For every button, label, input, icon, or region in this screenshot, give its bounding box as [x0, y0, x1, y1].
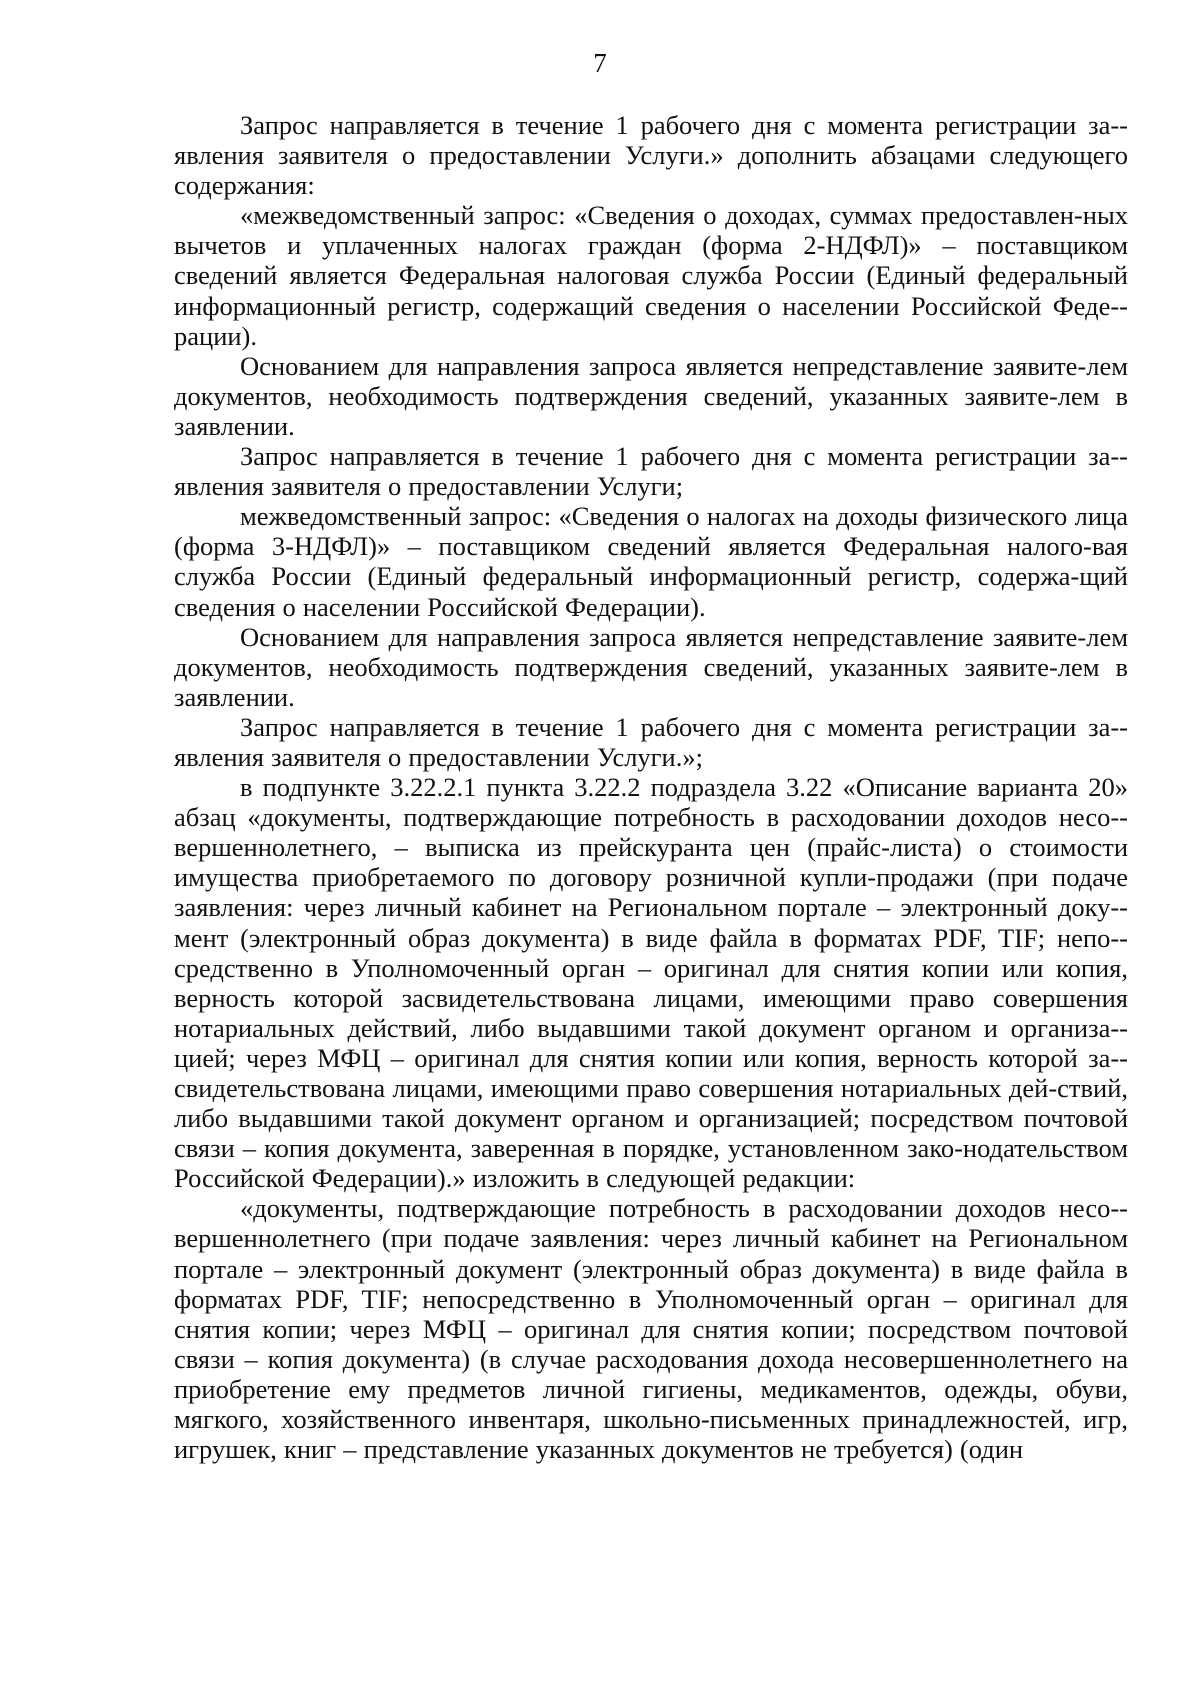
paragraph-request-basis-1: Основанием для направления запроса является непредставление заявите-лем документов, необходимость подтверждения сведений, указанных заявите-лем в заявлении. — [174, 350, 1128, 441]
page-number: 7 — [593, 48, 607, 78]
paragraph-interagency-request-2ndfl: «межведомственный запрос: «Сведения о доходах, суммах предоставлен-ных вычетов и уплаченных налогах граждан (форма 2-НДФЛ)» – поставщиком сведений является Федеральная налоговая служба России (Единый федеральный информационный регистр, содержащий сведения о населении Российской Феде-рации). — [174, 200, 1128, 351]
document-body — [174, 110, 1128, 1464]
paragraph-subclause-amendment: в подпункте 3.22.2.1 пункта 3.22.2 подраздела 3.22 «Описание варианта 20» абзац «документы, подтверждающие потребность в расходовании доходов несо-вершеннолетнего, – выписка из прейскуранта цен (прайс-листа) о стоимости имущества приобретаемого по договору розничной купли-продажи (при подаче заявления: через личный кабинет на Региональном портале – электронный доку-мент (электронный образ документа) в виде файла в форматах PDF, TIF; непо-средственно в Уполномоченный орган – оригинал для снятия копии или копия, верность которой засвидетельствована лицами, имеющими право совершения нотариальных действий, либо выдавшими такой документ органом и организа-цией; через МФЦ – оригинал для снятия копии или копия, верность которой за-свидетельствована лицами, имеющими право совершения нотариальных дей-ствий, либо выдавшими такой документ органом и организацией; посредством почтовой связи – копия документа, заверенная в порядке, установленном зако-нодательством Российской Федерации).» изложить в следующей редакции: — [174, 772, 1128, 1194]
paragraph-request-basis-2: Основанием для направления запроса является непредставление заявите-лем документов, необходимость подтверждения сведений, указанных заявите-лем в заявлении. — [174, 621, 1128, 712]
paragraph-new-wording: «документы, подтверждающие потребность в расходовании доходов несо-вершеннолетнего (при подаче заявления: через личный кабинет на Региональном портале – электронный документ (электронный образ документа) в виде файла в форматах PDF, TIF; непосредственно в Уполномоченный орган – оригинал для снятия копии; через МФЦ – оригинал для снятия копии; посредством почтовой связи – копия документа) (в случае расходования дохода несовершеннолетнего на приобретение ему предметов личной гигиены, медикаментов, одежды, обуви, мягкого, хозяйственного инвентаря, школьно-письменных принадлежностей, игр, игрушек, книг – представление указанных документов не требуется) (один — [174, 1193, 1128, 1465]
paragraph-request-deadline-1: Запрос направляется в течение 1 рабочего дня с момента регистрации за-явления заявителя о предоставлении Услуги.» дополнить абзацами следующего содержания: — [174, 110, 1128, 201]
paragraph-interagency-request-3ndfl: межведомственный запрос: «Сведения о налогах на доходы физического лица (форма 3-НДФЛ)» – поставщиком сведений является Федеральная налого-вая служба России (Единый федеральный информационный регистр, содержа-щий сведения о населении Российской Федерации). — [174, 501, 1128, 622]
paragraph-request-deadline-2: Запрос направляется в течение 1 рабочего дня с момента регистрации за-явления заявителя о предоставлении Услуги; — [174, 441, 1128, 502]
paragraph-request-deadline-3: Запрос направляется в течение 1 рабочего дня с момента регистрации за-явления заявителя о предоставлении Услуги.»; — [174, 711, 1128, 772]
